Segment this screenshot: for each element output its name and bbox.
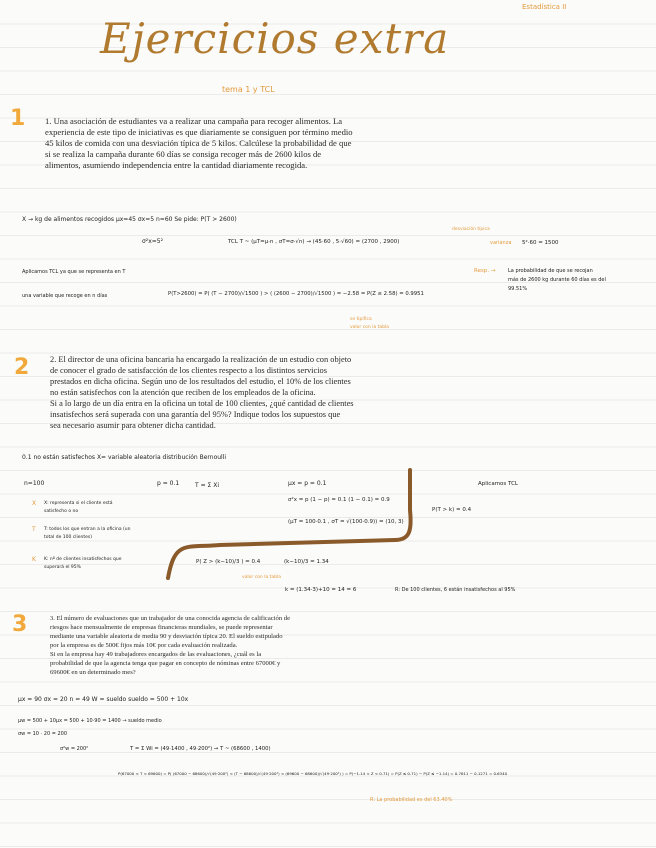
- ex1-tcl-line: TCL T ~ (μT=μ·n , σT=σ·√n) → (45·60 , 5·√60) = (2700 , 2900): [228, 239, 400, 245]
- ex2-z-val: (k−10)/3 = 1.34: [284, 559, 329, 565]
- statement-line: alimentos, asumiendo independencia entre la cantidad diariamente recogida.: [45, 160, 308, 170]
- ex2-tabla-note: valor con la tabla: [242, 575, 282, 580]
- statement-line: 3. El número de evaluaciones que un trabajador de una conocida agencia de calificación de: [50, 615, 291, 622]
- statement-line: Si a lo largo de un día entra en la oficina un total de 100 clientes, ¿qué cantidad de clientes: [50, 399, 354, 408]
- result-line: más de 2600 kg durante 60 días es del: [508, 277, 606, 283]
- ex1-tipifica-note: se tipifica: [350, 317, 372, 322]
- ex1-varianza-calc: 5²·60 = 1500: [522, 240, 559, 246]
- statement-line: por la empresa es de 500€ fijos más 10€ por cada evaluación realizada.: [50, 642, 238, 649]
- ex1-aplicamos: Aplicamos TCL ya que se representa en T: [22, 269, 126, 275]
- ex2-bullet-x: X: representa si el cliente está satisfecho o no: [44, 501, 113, 514]
- statement-line: riesgos hace mensualmente de empresas financieras mundiales, se puede representar: [50, 624, 273, 631]
- page-subtitle: tema 1 y TCL: [222, 85, 275, 94]
- statement-line: probabilidad de que la agencia tenga que pagar en concepto de nóminas entre 67000€ y: [50, 660, 281, 667]
- statement-line: si se realiza la campaña durante 60 días se consiga recoger más de 2600 kilos de: [45, 149, 322, 159]
- page-title: Ejercicios extra: [100, 14, 450, 63]
- ex2-bullet-k: K: nº de clientes insatisfechos que superará el 95%: [44, 557, 122, 570]
- statement-line: no están satisfechos con la atención que reciben de los empleados de la oficina.: [50, 388, 316, 397]
- result-line: La probabilidad de que se recojan: [508, 268, 593, 274]
- ex2-p: p = 0.1: [157, 480, 180, 487]
- ex1-sum-note: una variable que recoge en n días: [22, 293, 108, 299]
- ex2-k-line: k = (1.34·3)+10 = 14 = 6: [285, 587, 357, 593]
- exercise-1-number: 1: [10, 106, 26, 131]
- ex1-sigma-squared: σ²x=5²: [142, 238, 164, 245]
- ex2-prob-eq: P(T > k) = 0.4: [432, 507, 472, 513]
- ex1-varianza-label: varianza: [490, 240, 512, 246]
- exercise-2-number: 2: [14, 355, 30, 380]
- corner-tag: Estadística II: [522, 3, 567, 11]
- result-line: 99.51%: [508, 286, 528, 292]
- ex2-bullet-mark: T: [32, 526, 36, 533]
- statement-line: mediante una variable aleatoria de media 90 y desviación típica 20. El sueldo estipulado: [50, 633, 283, 640]
- ex3-probability-line: P(67000 < T < 69600) = P( (67000 − 68600)/√(49·200²) < (T − 68600)/√(49·200²) < (69600 − 68600)/√(49·200²) ) = P(−1.14 < Z < 0.71) = P(Z ≤ 0.71) − P(Z ≤ −1.14) = 0.7611 − 0.1271 = 0.6340: [118, 771, 508, 776]
- ex1-desv-note: desviación típica: [452, 227, 490, 232]
- ex1-variable-line: X → kg de alimentos recogidos μx=45 σx=5 n=60 Se pide: P(T > 2600): [22, 216, 237, 223]
- ex2-bullet-mark: K: [32, 556, 36, 563]
- ex1-tabla-note: valor con la tabla: [350, 325, 390, 330]
- statement-line: sea necesario asumir para obtener dicha cantidad.: [50, 421, 216, 430]
- ex2-variable-line: 0.1 no están satisfechos X= variable aleatoria distribución Bernoulli: [22, 454, 227, 461]
- ex2-bullet-t: T: todos los que entran a la oficina (un total de 100 clientes): [44, 527, 131, 540]
- ex2-sigma: σ²x = p (1 − p) = 0.1 (1 − 0.1) = 0.9: [288, 497, 390, 503]
- statement-line: 69600€ en un determinado mes?: [50, 669, 136, 676]
- ex2-n: n=100: [24, 480, 45, 487]
- statement-line: 2. El director de una oficina bancaria ha encargado la realización de un estudio con objeto: [50, 355, 352, 364]
- ex2-bullet-mark: X: [32, 500, 37, 507]
- statement-line: 45 kilos de comida con una desviación típica de 5 kilos. Calcúlese la probabilidad de que: [45, 138, 352, 148]
- statement-line: 1. Una asociación de estudiantes va a realizar una campaña para recoger alimentos. La: [45, 116, 343, 126]
- statement-line: experiencia de este tipo de iniciativas es que diariamente se consiguen por término medio: [45, 127, 353, 137]
- ex1-result-label: Resp. →: [474, 268, 496, 274]
- statement-line: de conocer el grado de satisfacción de los clientes respecto a los distintos servicios: [50, 366, 327, 375]
- statement-line: prestados en dicha oficina. Según uno de los resultados del estudio, el 10% de los clientes: [50, 377, 351, 386]
- ex3-t-line: T = Σ Wi = (49·1400 , 49·200²) → T ~ (68600 , 1400): [130, 746, 271, 752]
- statement-line: insatisfechos será superada con una garantía del 95%? Indique todos los supuestos que: [50, 410, 341, 419]
- ex2-aplicamos-tcl: Aplicamos TCL: [478, 481, 518, 487]
- ex2-params: (μT = 100·0.1 , σT = √(100·0.9)) = (10, 3): [288, 519, 404, 525]
- ex3-var-w: σ²w = 200²: [60, 746, 89, 752]
- ex3-response: R: La probabilidad es del 63.40%: [370, 797, 453, 803]
- ex3-mu-w: μw = 500 + 10μx = 500 + 10·90 = 1400 → sueldo medio: [18, 718, 162, 724]
- statement-line: Si en la empresa hay 49 trabajadores encargados de las evaluaciones, ¿cuál es la: [50, 651, 262, 658]
- exercise-3-number: 3: [12, 612, 28, 637]
- ex2-t: T = Σ Xi: [195, 482, 219, 489]
- ex2-mu: μx = p = 0.1: [288, 480, 327, 487]
- ex3-variable-line: μx = 90 σx = 20 n = 49 W = sueldo sueldo = 500 + 10x: [18, 696, 189, 703]
- ex2-response: R: De 100 clientes, 6 están insatisfechos al 95%: [395, 587, 516, 593]
- ex1-probability-line: P(T>2600) = P( (T − 2700)/√1500 ) > ( (2600 − 2700)/√1500 ) = −2.58 = P(Z ≤ 2.58) = 0.9951: [168, 291, 424, 297]
- ex2-z-eq: P( Z > (k−10)/3 ) = 0.4: [196, 559, 261, 565]
- ex3-sigma-w: σw = 10 · 20 = 200: [18, 731, 68, 737]
